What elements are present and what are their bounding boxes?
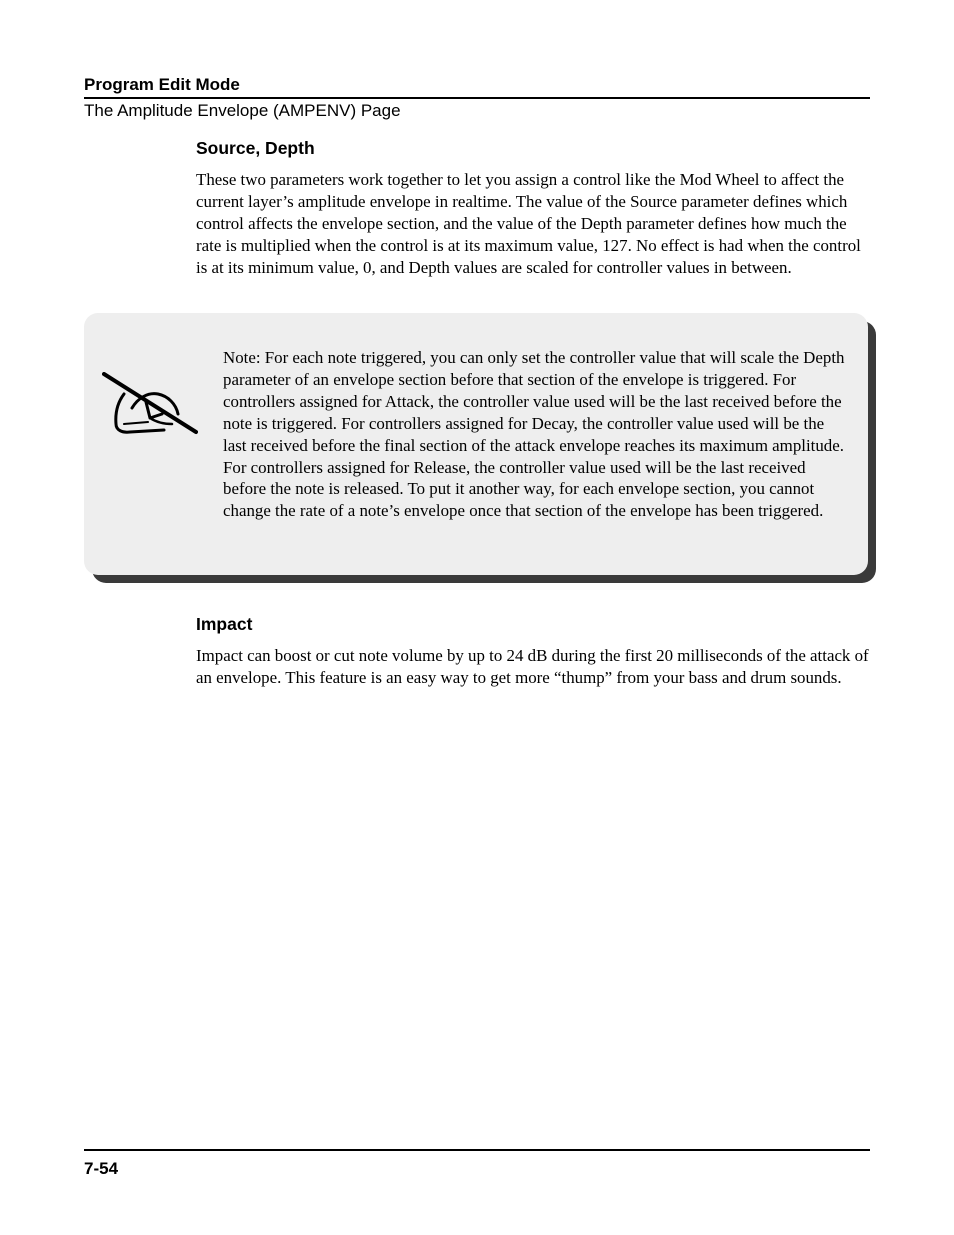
running-header-subtitle: The Amplitude Envelope (AMPENV) Page [84, 101, 401, 120]
footer-divider [84, 1149, 870, 1151]
writing-hand-icon [102, 372, 198, 436]
paragraph-source-depth: These two parameters work together to let you assign a control like the Mod Wheel to affect the current layer’s amplitude envelope in realtime. The value of the Source parameter defines which control affects the envelope section, and the value of the Depth parameter defines how much the rate is multiplied when the control is at its maximum value, 127. No effect is had when the control is at its minimum value, 0, and Depth values are scaled for controller values in between. [196, 170, 861, 277]
section-heading-impact: Impact [196, 614, 253, 634]
note-text: Note: For each note triggered, you can only set the controller value that will scale the Depth parameter of an envelope section before that section of the envelope is triggered. For controllers assigned for Attack, the controller value used will be the last received before the note is triggered. For controllers assigned for Decay, the controller value used will be the last received before the final section of the attack envelope reaches its maximum amplitude. For controllers assigned for Release, the controller value used will be the last received before the note is released. To put it another way, for each envelope section, you cannot change the rate of a note’s envelope once that section of the envelope has been triggered. [223, 348, 845, 521]
page-number: 7-54 [84, 1159, 119, 1178]
paragraph-impact: Impact can boost or cut note volume by up to 24 dB during the first 20 milliseconds of the attack of an envelope. This feature is an easy way to get more “thump” from your bass and drum sounds. [196, 646, 869, 687]
section-heading-source-depth: Source, Depth [196, 138, 315, 158]
running-header-title: Program Edit Mode [84, 75, 240, 94]
header-divider [84, 97, 870, 99]
